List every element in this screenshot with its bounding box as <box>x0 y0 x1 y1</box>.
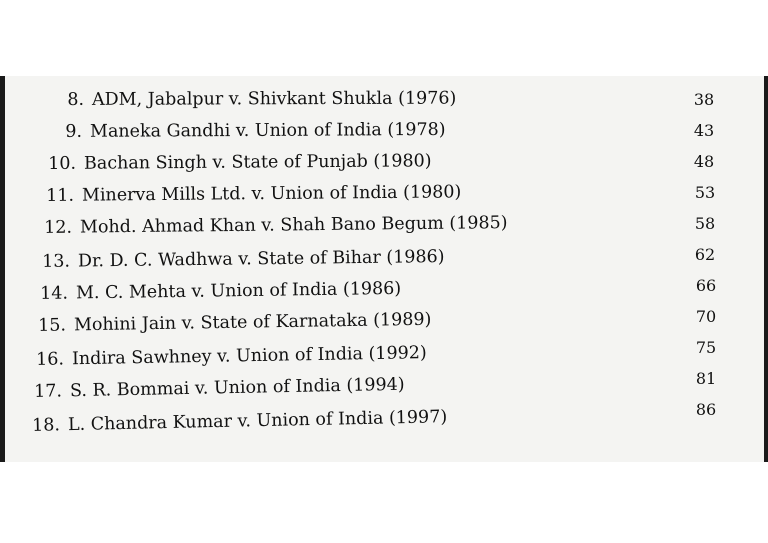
page-number: 70 <box>695 307 717 326</box>
toc-entry <box>30 343 427 370</box>
page-number: 75 <box>695 338 717 357</box>
entry-title: Bachan Singh v. State of Punjab (1980) <box>83 151 432 174</box>
page-number: 86 <box>695 400 717 419</box>
page-number: 38 <box>693 90 715 109</box>
toc-entry <box>32 310 432 336</box>
entry-title: S. R. Bommai v. Union of India (1994) <box>69 374 405 402</box>
entry-title: M. C. Mehta v. Union of India (1986) <box>75 278 402 304</box>
toc-entry <box>50 89 456 110</box>
page-number: 66 <box>695 276 717 295</box>
toc-entry <box>26 407 448 436</box>
entry-title: Mohini Jain v. State of Karnataka (1989) <box>73 309 432 336</box>
toc-entry <box>48 120 446 142</box>
page-number: 43 <box>693 121 715 140</box>
entry-number: 17. <box>33 381 63 402</box>
entry-number: 9. <box>65 121 83 142</box>
page-number: 62 <box>694 245 716 264</box>
entry-title: Maneka Gandhi v. Union of India (1978) <box>89 119 446 142</box>
entry-title: L. Chandra Kumar v. Union of India (1997) <box>67 407 448 436</box>
entry-number: 14. <box>40 283 69 304</box>
entry-number: 16. <box>35 349 65 370</box>
toc-entry <box>28 375 405 402</box>
page-number: 53 <box>694 183 716 202</box>
toc-entry <box>38 213 508 238</box>
scanned-page <box>0 76 768 462</box>
entry-number: 18. <box>31 415 61 436</box>
entry-title: ADM, Jabalpur v. Shivkant Shukla (1976) <box>91 88 457 110</box>
entry-title: Dr. D. C. Wadhwa v. State of Bihar (1986) <box>77 247 445 272</box>
entry-number: 10. <box>48 153 77 174</box>
entry-title: Minerva Mills Ltd. v. Union of India (1980) <box>81 182 462 206</box>
entry-number: 12. <box>44 217 73 238</box>
toc-entry <box>42 151 432 174</box>
page-number: 48 <box>693 152 715 171</box>
entry-number: 13. <box>42 251 71 272</box>
entry-title: Indira Sawhney v. Union of India (1992) <box>71 343 427 370</box>
entry-title: Mohd. Ahmad Khan v. Shah Bano Begum (1985) <box>79 213 508 238</box>
toc-entry <box>40 182 461 206</box>
toc-entry <box>34 279 401 304</box>
entry-number: 11. <box>46 185 75 206</box>
page-number: 81 <box>695 369 717 388</box>
entry-number: 15. <box>37 315 67 336</box>
entry-number: 8. <box>67 89 85 110</box>
page-number: 58 <box>694 214 716 233</box>
toc-entry <box>36 247 445 272</box>
table-of-contents <box>0 76 768 462</box>
